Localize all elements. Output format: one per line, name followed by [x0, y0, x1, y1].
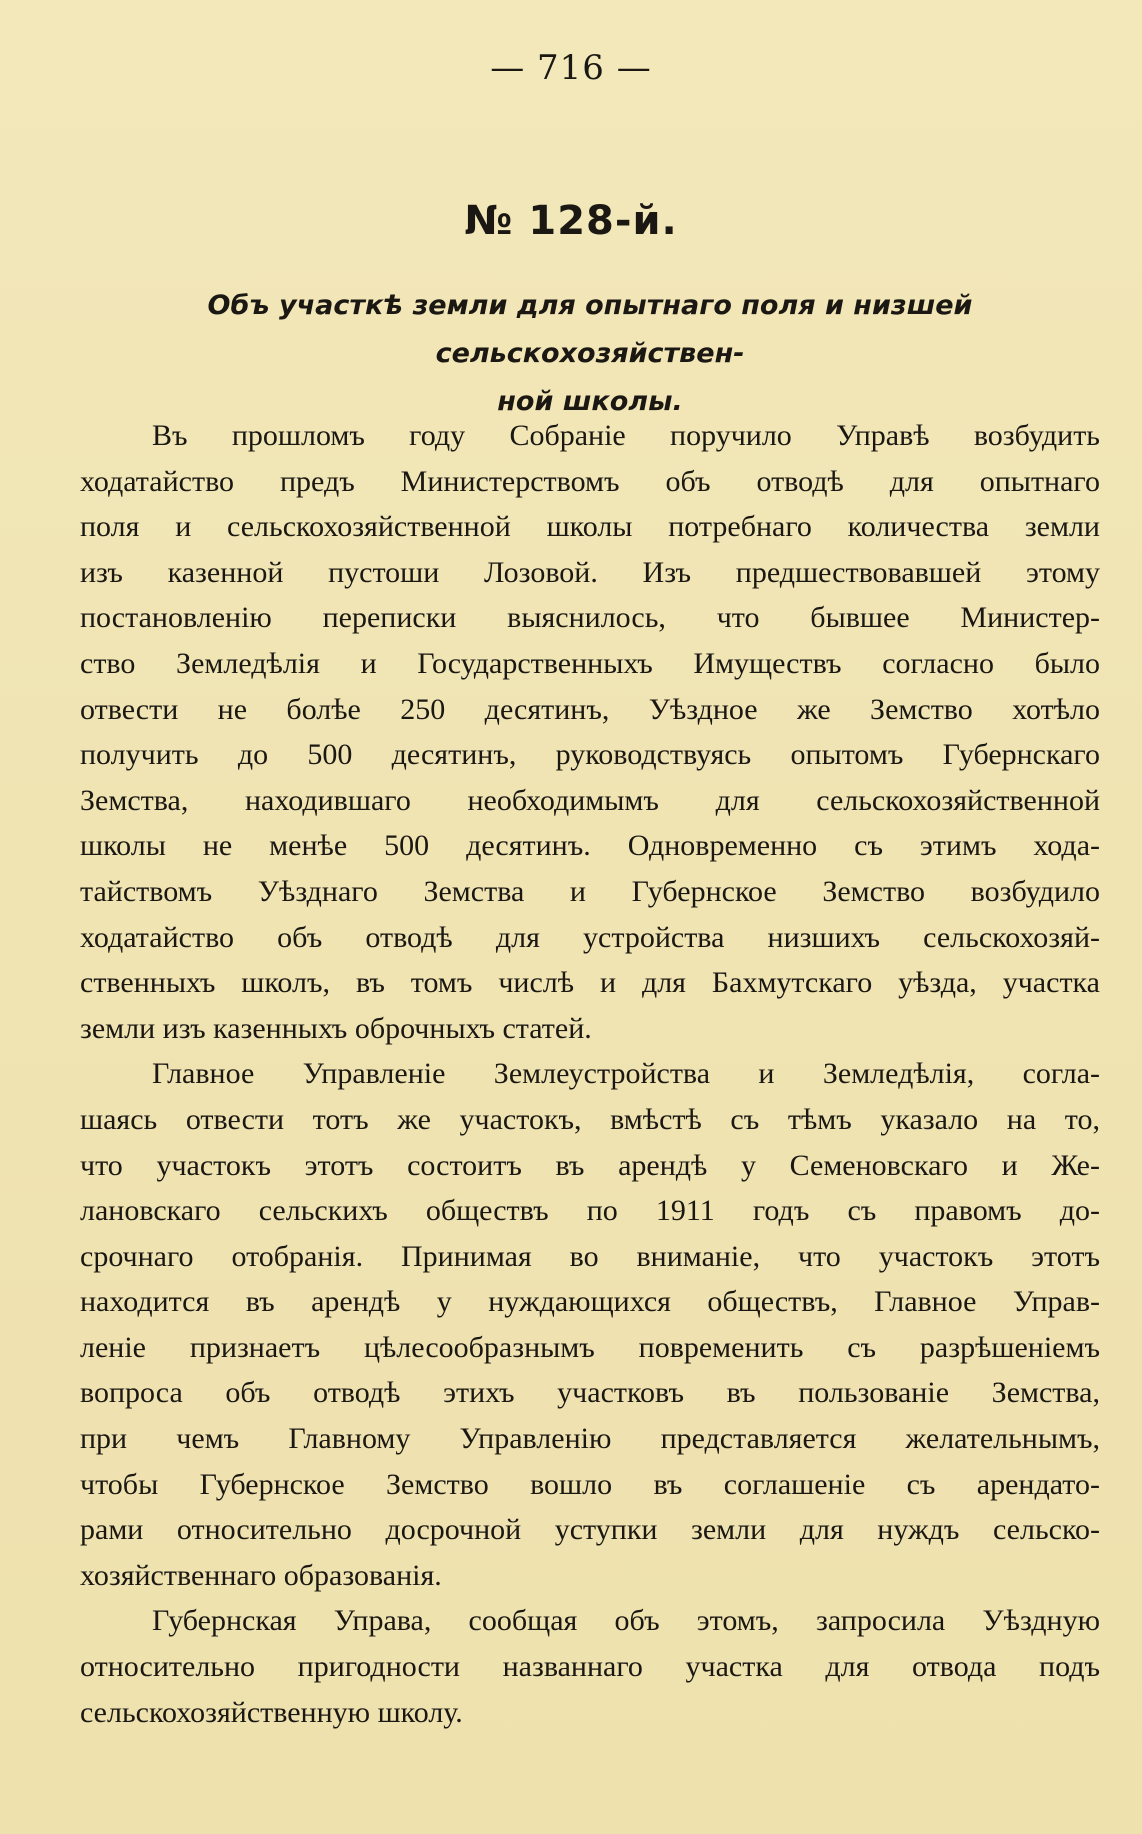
text-line: отвести не болѣе 250 десятинъ, Уѣздное же Земство хотѣло — [80, 692, 1100, 726]
text-line: шаясь отвести тотъ же участокъ, вмѣстѣ съ тѣмъ указало на то, — [80, 1102, 1100, 1136]
text-line: находится въ арендѣ у нуждающихся обществъ, Главное Управ- — [80, 1285, 1100, 1319]
text-line: ство Земледѣлія и Государственныхъ Имуществъ согласно было — [80, 646, 1100, 680]
heading-line: Объ участкѣ земли для опытнаго поля и низшей сельскохозяйствен- — [207, 290, 973, 369]
document-heading — [80, 282, 1100, 426]
text-line: относительно пригодности названнаго участка для отвода подъ — [80, 1650, 1100, 1684]
text-line: Губернская Управа, сообщая объ этомъ, запросила Уѣздную — [152, 1604, 1100, 1638]
text-line: Въ прошломъ году Собраніе поручило Управѣ возбудить — [152, 419, 1100, 452]
page-number: — 716 — — [490, 48, 652, 88]
text-line: Главное Управленіе Землеустройства и Земледѣлія, согла- — [152, 1057, 1100, 1091]
text-line: изъ казенной пустоши Лозовой. Изъ предшествовавшей этому — [80, 555, 1100, 589]
text-line: земли изъ казенныхъ оброчныхъ статей. — [80, 1011, 592, 1045]
text-line: школы не менѣе 500 десятинъ. Одновременно съ этимъ хода- — [80, 829, 1100, 863]
heading-line: ной школы. — [497, 386, 683, 417]
text-line: срочнаго отобранія. Принимая во вниманіе, что участокъ этотъ — [80, 1239, 1100, 1273]
text-line: Земства, находившаго необходимымъ для сельскохозяйственной — [80, 783, 1100, 817]
paragraph-2 — [80, 1051, 1100, 1598]
text-line: чтобы Губернское Земство вошло въ соглашеніе съ арендато- — [80, 1467, 1100, 1501]
text-line: тайствомъ Уѣзднаго Земства и Губернское Земство возбудило — [80, 874, 1100, 908]
document-number: № 128-й. — [464, 198, 678, 244]
text-line: сельскохозяйственную школу. — [80, 1695, 463, 1729]
text-line: постановленію переписки выяснилось, что бывшее Министер- — [80, 601, 1100, 635]
text-line: хозяйственнаго образованія. — [80, 1558, 442, 1592]
text-line: при чемъ Главному Управленію представляется желательнымъ, — [80, 1422, 1100, 1456]
paragraph-1 — [80, 413, 1100, 1051]
text-line: ходатайство предъ Министерствомъ объ отводѣ для опытнаго — [80, 464, 1100, 498]
text-line: лановскаго сельскихъ обществъ по 1911 годъ съ правомъ до- — [80, 1194, 1100, 1228]
paragraph-3 — [80, 1598, 1100, 1735]
text-line: поля и сельскохозяйственной школы потребнаго количества земли — [80, 510, 1100, 544]
text-line: ственныхъ школъ, въ томъ числѣ и для Бахмутскаго уѣзда, участка — [80, 966, 1100, 1000]
text-line: леніе признаетъ цѣлесообразнымъ повременить съ разрѣшеніемъ — [80, 1330, 1100, 1364]
document-body — [80, 413, 1100, 1735]
text-line: получить до 500 десятинъ, руководствуясь опытомъ Губернскаго — [80, 738, 1100, 772]
text-line: вопроса объ отводѣ этихъ участковъ въ пользованіе Земства, — [80, 1376, 1100, 1410]
text-line: рами относительно досрочной уступки земли для нуждъ сельско- — [80, 1513, 1100, 1547]
text-line: что участокъ этотъ состоитъ въ арендѣ у Семеновскаго и Же- — [80, 1148, 1100, 1182]
text-line: ходатайство объ отводѣ для устройства низшихъ сельскохозяй- — [80, 920, 1100, 954]
